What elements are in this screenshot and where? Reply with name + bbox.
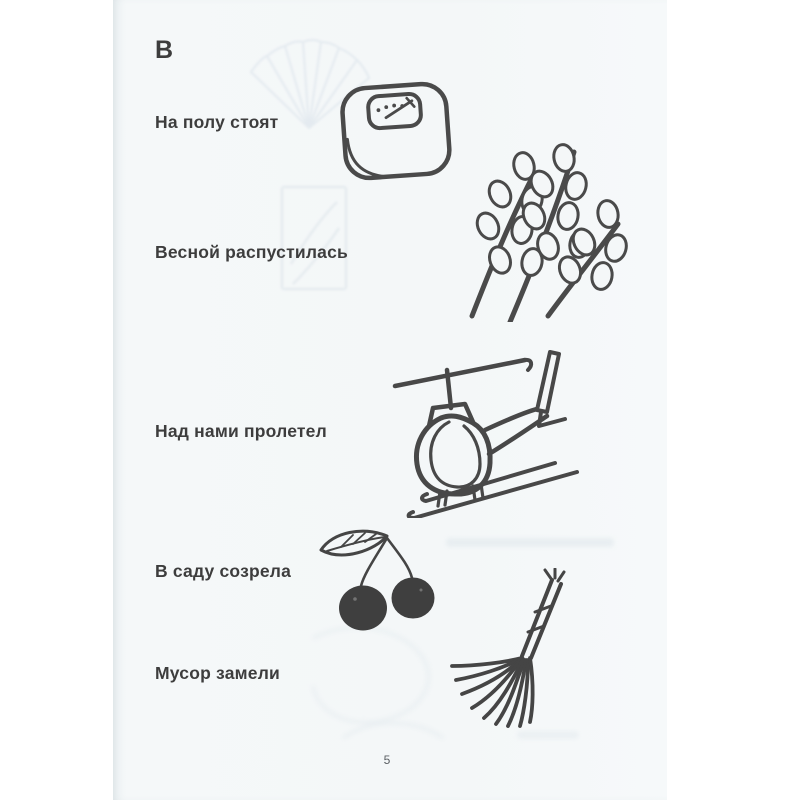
broom-drawing	[448, 568, 590, 730]
ghost-frame-bleedthrough	[279, 184, 351, 294]
letter-heading: В	[155, 36, 174, 64]
book-page	[113, 0, 667, 800]
helicopter-drawing	[383, 346, 615, 518]
phrase-row-3: Над нами пролетел	[155, 421, 327, 441]
phrase-row-2: Весной распустилась	[155, 242, 348, 262]
bathroom-scale-drawing	[330, 76, 462, 188]
phrase-row-4: В саду созрела	[155, 561, 292, 581]
page-number: 5	[383, 753, 391, 767]
phrase-row-5: Мусор замели	[155, 663, 281, 683]
pussy-willow-drawing	[452, 130, 632, 322]
ghost-text-bleedthrough	[517, 731, 579, 739]
phrase-row-1: На полу стоят	[155, 112, 279, 132]
